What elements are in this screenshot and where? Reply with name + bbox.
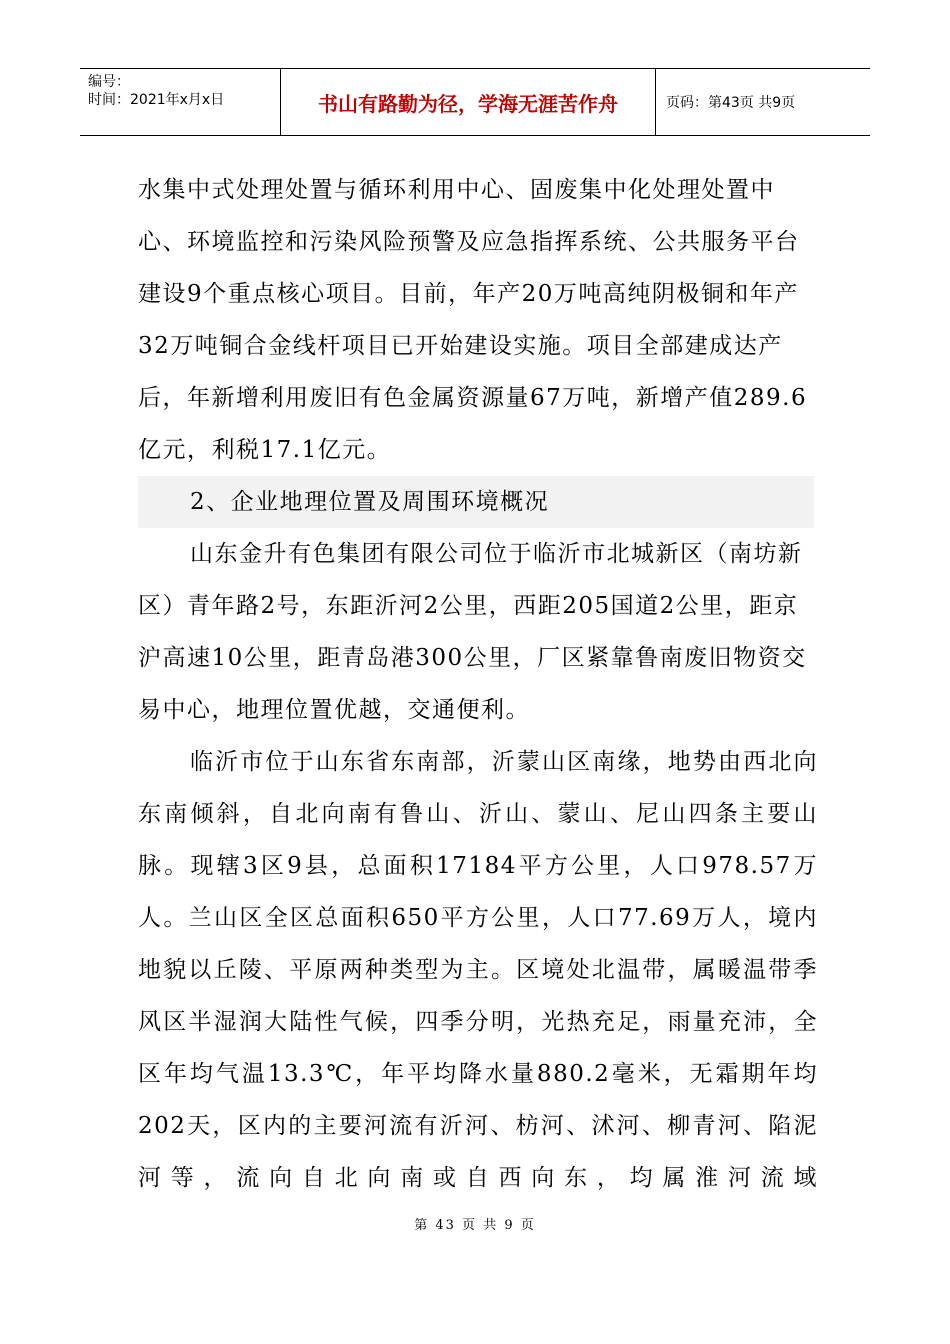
paragraph-company-location: 山东金升有色集团有限公司位于临沂市北城新区（南坊新区）青年路2号，东距沂河2公里，西距205国道2公里，距京沪高速10公里，距青岛港300公里，厂区紧靠鲁南废旧物资交易中心，地理位置优越，交通便利。 bbox=[138, 541, 807, 723]
paragraph-city-overview: 临沂市位于山东省东南部，沂蒙山区南缘，地势由西北向东南倾斜，自北向南有鲁山、沂山、蒙山、尼山四条主要山脉。现辖3区9县，总面积17184平方公里，人口978.57万人。兰山区全区总面积650平方公里，人口77.69万人，境内地貌以丘陵、平原两种类型为主。区境处北温带，属暖温带季风区半湿润大陆性气候，四季分明，光热充足，雨量充沛，全区年均气温13.3℃，年平均降水量880.2毫米，无霜期年均202天，区内的主要河流有沂河、枋河、沭河、柳青河、陷泥河等，流向自北向南或自西向东，均属淮河流域 bbox=[138, 749, 818, 1191]
section-heading: 2、企业地理位置及周围环境概况 bbox=[138, 476, 814, 528]
paragraph-continued: 水集中式处理处置与循环利用中心、固废集中化处理处置中心、环境监控和污染风险预警及应急指挥系统、公共服务平台建设9个重点核心项目。目前，年产20万吨高纯阴极铜和年产32万吨铜合金线杆项目已开始建设实施。项目全部建成达产后，年新增利用废旧有色金属资源量67万吨，新增产值289.6亿元，利税17.1亿元。 bbox=[138, 177, 808, 463]
header-page-label: 页码：第43页 共9页 bbox=[666, 95, 796, 111]
number-label: 编号： bbox=[88, 74, 130, 90]
header-motto: 书山有路勤为径，学海无涯苦作舟 bbox=[281, 69, 656, 135]
page-header bbox=[80, 68, 870, 136]
page-footer: 第 43 页 共 9 页 bbox=[414, 1218, 536, 1233]
document-body bbox=[138, 164, 818, 1204]
time-label: 时间：2021年x月x日 bbox=[88, 92, 225, 108]
header-meta bbox=[80, 69, 281, 135]
